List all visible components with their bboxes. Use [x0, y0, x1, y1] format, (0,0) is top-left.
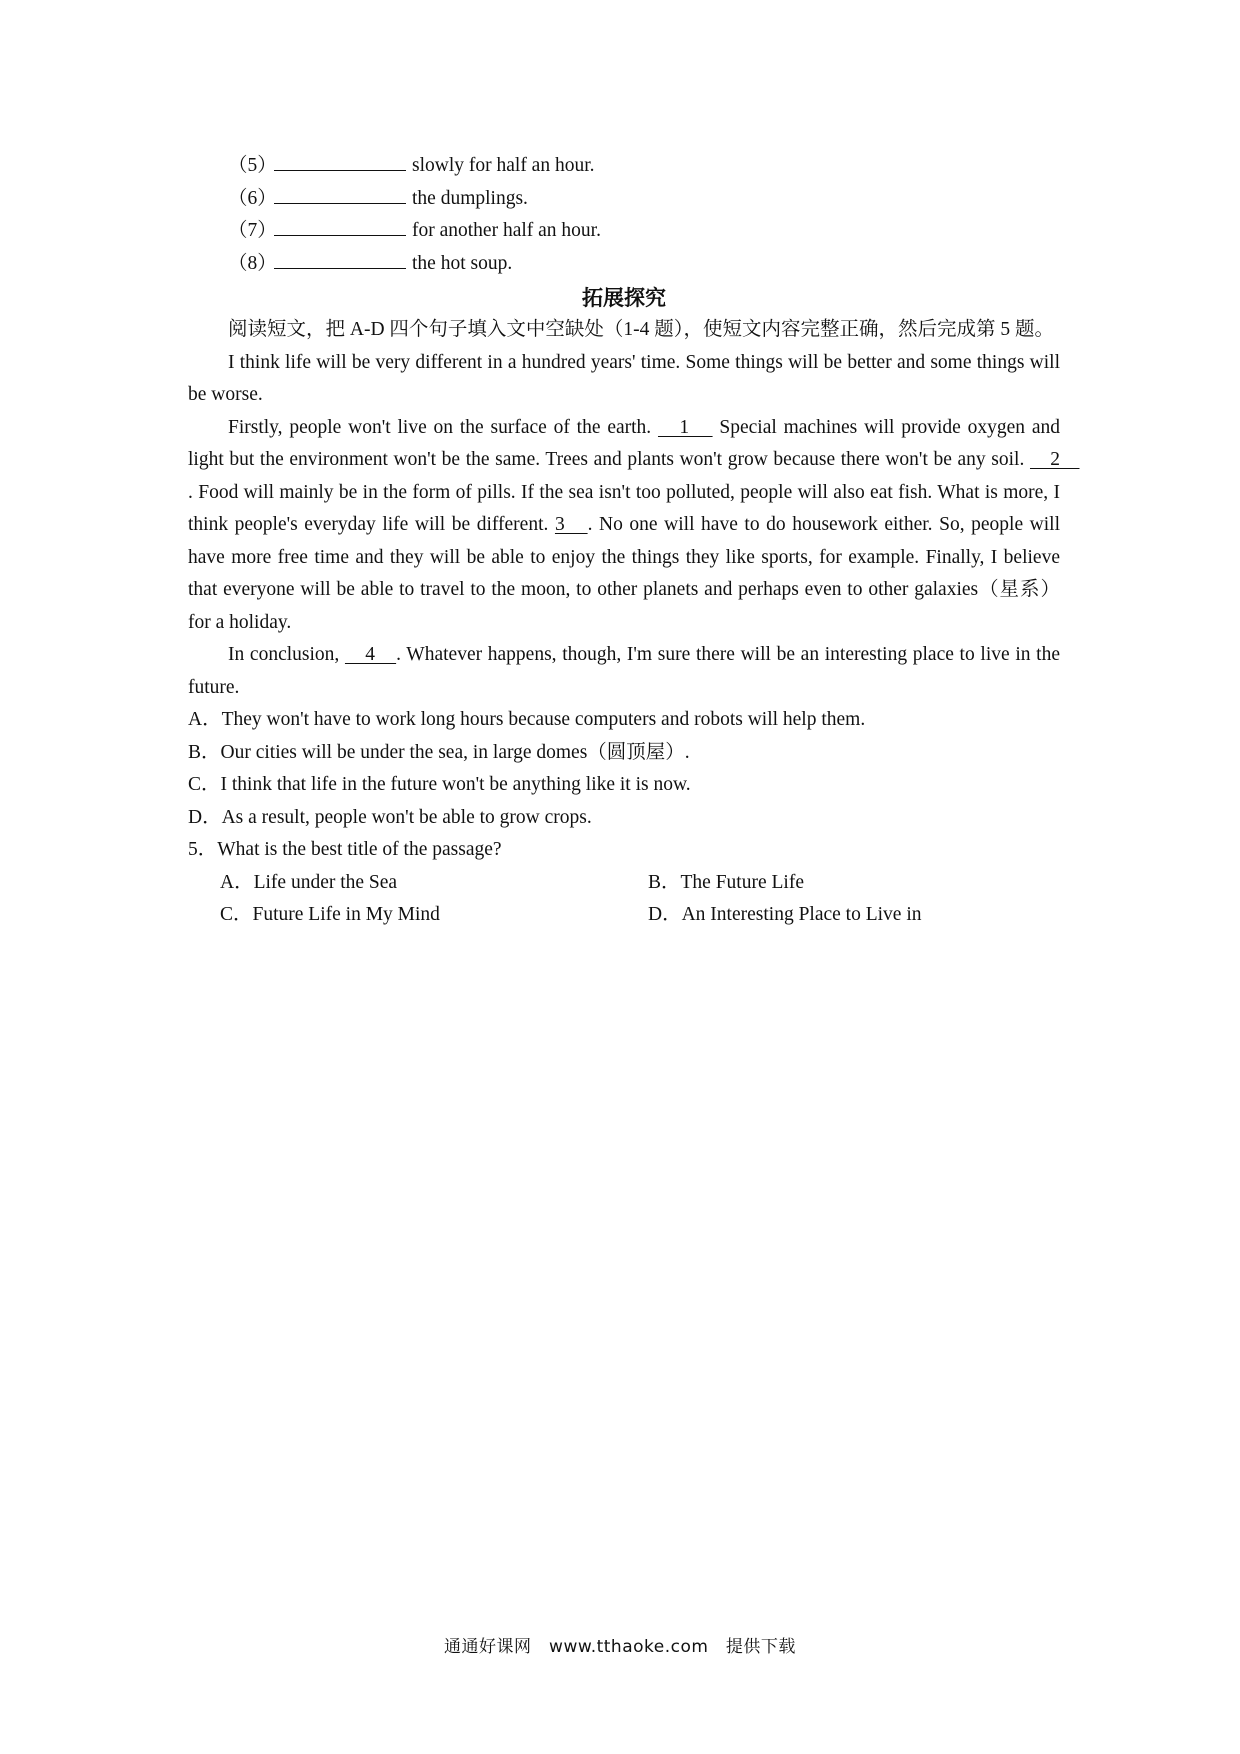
option-d: [188, 802, 1060, 835]
page-footer: 通通好课网 www.tthaoke.com 提供下载: [444, 1637, 796, 1657]
step-number: （8）: [228, 252, 277, 274]
passage-text: . Whatever happens, though, I'm sure there will be an interesting place to live in the future.: [188, 644, 1060, 698]
document-content: [188, 150, 1080, 932]
choice-c[interactable]: [220, 899, 648, 932]
passage-paragraph-3: [188, 639, 1060, 704]
question-5: [188, 834, 1060, 867]
passage-paragraph-2: [188, 412, 1080, 640]
passage-text: . No one will have to do housework either. So, people will have more free time and they will be able to enjoy the things they like sports, for example. Finally, I believe that everyone will be able to travel to the moon, to other planets and perhaps even to other galaxies（星系）for a holiday.: [188, 514, 1061, 633]
blank-3: 3: [554, 514, 588, 535]
passage-text: Special machines will provide oxygen and light but the environment won't be the same. Trees and plants won't grow because there won't be any soil.: [188, 416, 1060, 470]
option-label: D．: [188, 806, 222, 828]
step-text: the dumplings.: [412, 187, 528, 209]
option-label: A．: [188, 709, 222, 730]
question-label: 5．: [188, 839, 218, 860]
question-5-choices: [188, 867, 1060, 932]
choice-text: Future Life in My Mind: [252, 904, 440, 925]
step-text: the hot soup.: [412, 252, 513, 274]
step-5: [188, 150, 1060, 183]
choice-a[interactable]: [220, 867, 648, 900]
step-number: （6）: [228, 187, 277, 209]
step-number: （5）: [228, 155, 277, 176]
option-text: They won't have to work long hours because computers and robots will help them.: [221, 709, 866, 730]
instruction: 阅读短文，把 A-D 四个句子填入文中空缺处（1-4 题），使短文内容完整正确，然后完成第 5 题。: [228, 319, 1055, 340]
blank-2: 2: [1029, 449, 1080, 470]
blank-4: 4: [344, 644, 397, 665]
choice-label: A．: [220, 871, 254, 893]
step-text: slowly for half an hour.: [412, 155, 595, 176]
passage-text: In conclusion,: [228, 644, 345, 665]
blank-1: 1: [657, 416, 713, 438]
option-text: As a result, people won't be able to grow crops.: [221, 806, 592, 828]
passage-text: . Food will mainly be in the form of pills. If the sea isn't too polluted, people will also eat fish. What is more, I think people's everyday life will be different.: [188, 481, 1060, 535]
choice-label: B．: [648, 871, 681, 893]
option-label: B．: [188, 741, 221, 763]
choice-text: The Future Life: [680, 871, 804, 893]
choice-text: Life under the Sea: [253, 871, 398, 893]
passage-paragraph-1: I think life will be very different in a hundred years' time. Some things will be better and some things will be worse.: [188, 351, 1060, 405]
option-b: [188, 737, 1060, 770]
option-text: I think that life in the future won't be anything like it is now.: [220, 774, 691, 795]
section-title: 拓展探究: [582, 286, 666, 310]
answer-blank[interactable]: [274, 215, 406, 236]
choice-label: D．: [648, 904, 682, 925]
option-label: C．: [188, 774, 221, 795]
step-8: [188, 248, 1060, 281]
option-a: [188, 704, 1060, 737]
step-number: （7）: [228, 220, 277, 241]
question-text: What is the best title of the passage?: [217, 839, 502, 860]
step-text: for another half an hour.: [412, 220, 601, 241]
step-7: [188, 215, 1060, 248]
option-text: Our cities will be under the sea, in large domes（圆顶屋）.: [220, 741, 690, 763]
choice-b[interactable]: [648, 867, 1048, 900]
choice-label: C．: [220, 904, 253, 925]
choice-text: An Interesting Place to Live in: [681, 904, 922, 925]
step-6: [188, 183, 1060, 216]
passage-text: Firstly, people won't live on the surface of the earth.: [228, 416, 658, 438]
choice-d[interactable]: [648, 899, 1048, 932]
option-c: [188, 769, 1060, 802]
answer-blank[interactable]: [274, 183, 406, 204]
answer-blank[interactable]: [274, 248, 406, 269]
answer-blank[interactable]: [274, 150, 406, 171]
